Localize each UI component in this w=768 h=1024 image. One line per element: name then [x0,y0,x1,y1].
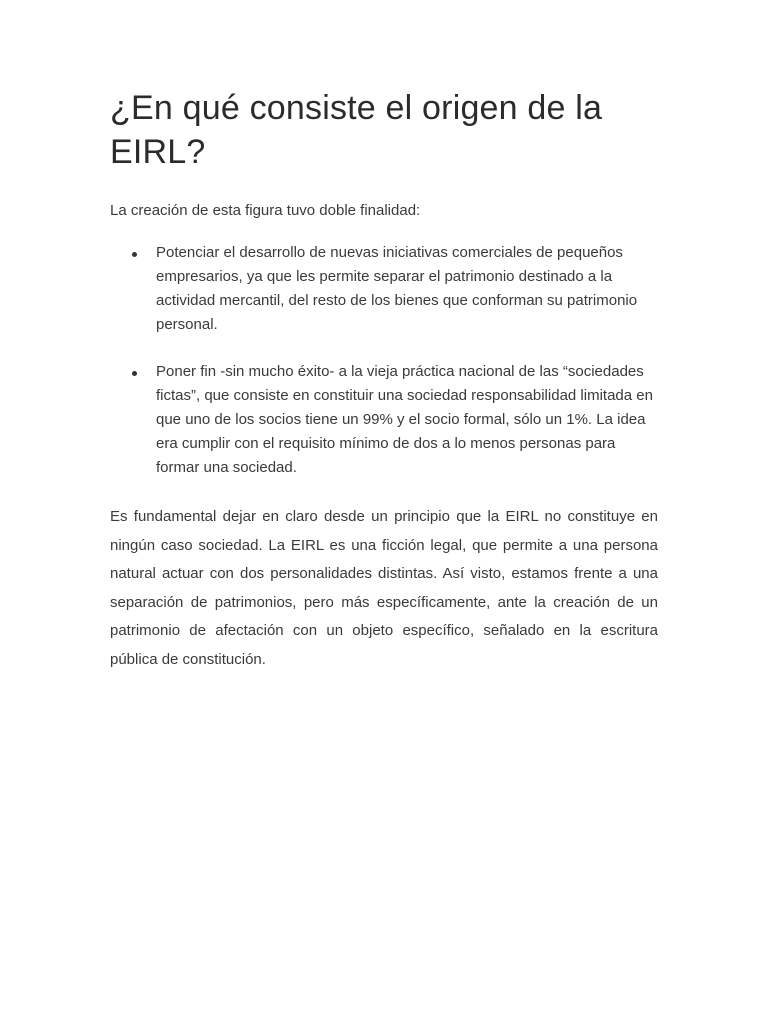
body-paragraph: Es fundamental dejar en claro desde un principio que la EIRL no constituye en ningún caso sociedad. La EIRL es una ficción legal, que permite a una persona natural actuar con dos personalidades distintas. Así visto, estamos frente a una separación de patrimonios, pero más específicamente, ante la creación de un patrimonio de afectación con un objeto específico, señalado en la escritura pública de constitución. [110,508,658,668]
list-item [110,241,658,337]
list-item [110,360,658,480]
document-page [110,86,658,674]
list-item-text: Poner fin -sin mucho éxito- a la vieja práctica nacional de las “sociedades fictas”, que consiste en constituir una sociedad responsabilidad limitada en que uno de los socios tiene un 99% y el socio formal, sólo un 1%. La idea era cumplir con el requisito mínimo de dos a lo menos personas para formar una sociedad. [156,363,653,476]
bullet-icon [132,252,137,257]
bullet-icon [132,371,137,376]
bullet-list [110,241,658,480]
page-title: ¿En qué consiste el origen de la EIRL? [110,89,603,171]
intro-text: La creación de esta figura tuvo doble finalidad: [110,202,421,219]
list-item-text: Potenciar el desarrollo de nuevas iniciativas comerciales de pequeños empresarios, ya que les permite separar el patrimonio destinado a la actividad mercantil, del resto de los bienes que conforman su patrimonio personal. [156,244,638,333]
